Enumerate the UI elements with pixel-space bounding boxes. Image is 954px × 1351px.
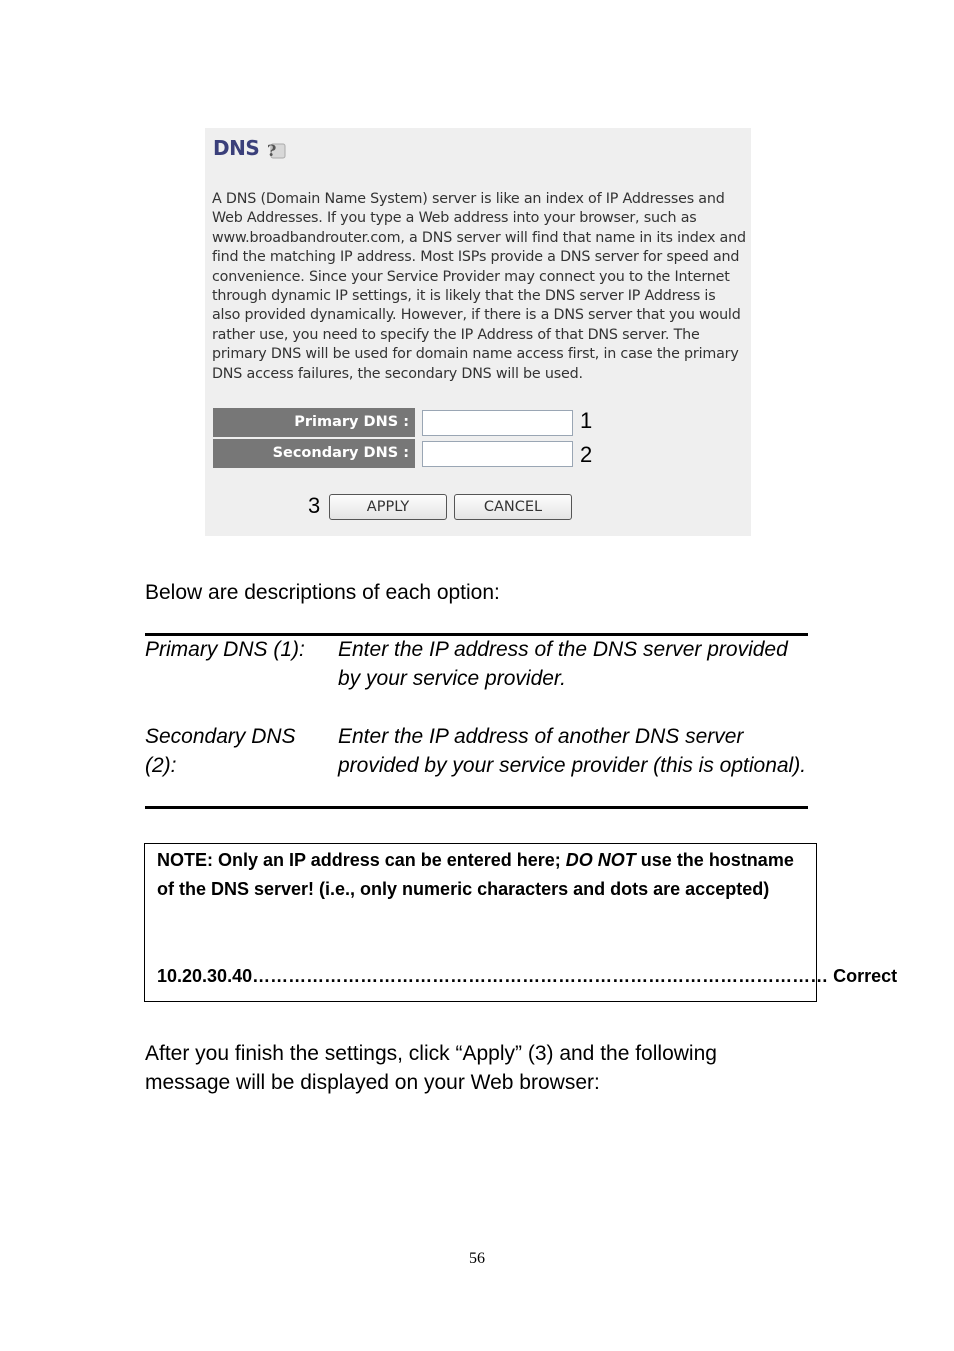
note-example <box>157 962 898 991</box>
panel-description: A DNS (Domain Name System) server is like an index of IP Addresses and Web Addresses. If you type a Web address into your browser, such as www.broadbandrouter.com, a DNS server will find that name in its index and find the matching IP address. Most ISPs provide a DNS server for speed and convenience. Since your Service Provider may connect you to the Internet through dynamic IP settings, it is likely that the DNS server IP Address is also provided dynamically. However, if there is a DNS server that you would rather use, you need to specify the IP Address of that DNS server. The primary DNS will be used for domain name access first, in case the primary DNS access failures, the secondary DNS will be used. <box>212 191 746 382</box>
intro-text: Below are descriptions of each option: <box>145 581 500 604</box>
dns-settings-panel <box>205 128 751 536</box>
note-box <box>144 843 898 1002</box>
secondary-dns-input[interactable] <box>422 441 573 467</box>
panel-title: DNS <box>213 136 260 160</box>
page-number: 56 <box>469 1250 485 1267</box>
secondary-dns-label: Secondary DNS : <box>213 439 415 468</box>
option-term-secondary: Secondary DNS (2): <box>145 725 296 777</box>
option-desc-primary: Enter the IP address of the DNS server provided by your service provider. <box>338 638 788 690</box>
secondary-dns-row <box>213 439 571 468</box>
cancel-button[interactable]: CANCEL <box>454 494 572 520</box>
callout-3: 3 <box>308 493 321 518</box>
note-part-1: NOTE: Only an IP address can be entered here; <box>157 850 566 870</box>
table-bottom-rule <box>145 806 808 809</box>
option-term-primary: Primary DNS (1): <box>145 638 305 661</box>
callout-2: 2 <box>580 442 593 467</box>
primary-dns-label: Primary DNS : <box>213 408 415 437</box>
apply-button[interactable]: APPLY <box>329 494 447 520</box>
svg-text:?: ? <box>267 141 277 160</box>
primary-dns-input[interactable] <box>422 410 573 436</box>
note-emphasis: DO NOT <box>565 850 636 870</box>
primary-dns-row <box>213 408 571 437</box>
note-text <box>157 846 807 904</box>
after-text: After you finish the settings, click “Apply” (3) and the following message will be displayed on your Web browser: <box>145 1042 717 1094</box>
option-desc-secondary: Enter the IP address of another DNS server provided by your service provider (this is optional). <box>338 725 807 777</box>
note-part-2: use the hostname of the DNS server! (i.e., only numeric characters and dots are accepted) <box>157 850 794 899</box>
example-value: 10.20.30.40 <box>157 966 253 986</box>
example-result: Correct <box>828 966 898 986</box>
example-dots: …………………………………………………………………………………… <box>252 966 829 986</box>
callout-1: 1 <box>580 408 593 433</box>
help-icon[interactable] <box>265 140 287 160</box>
